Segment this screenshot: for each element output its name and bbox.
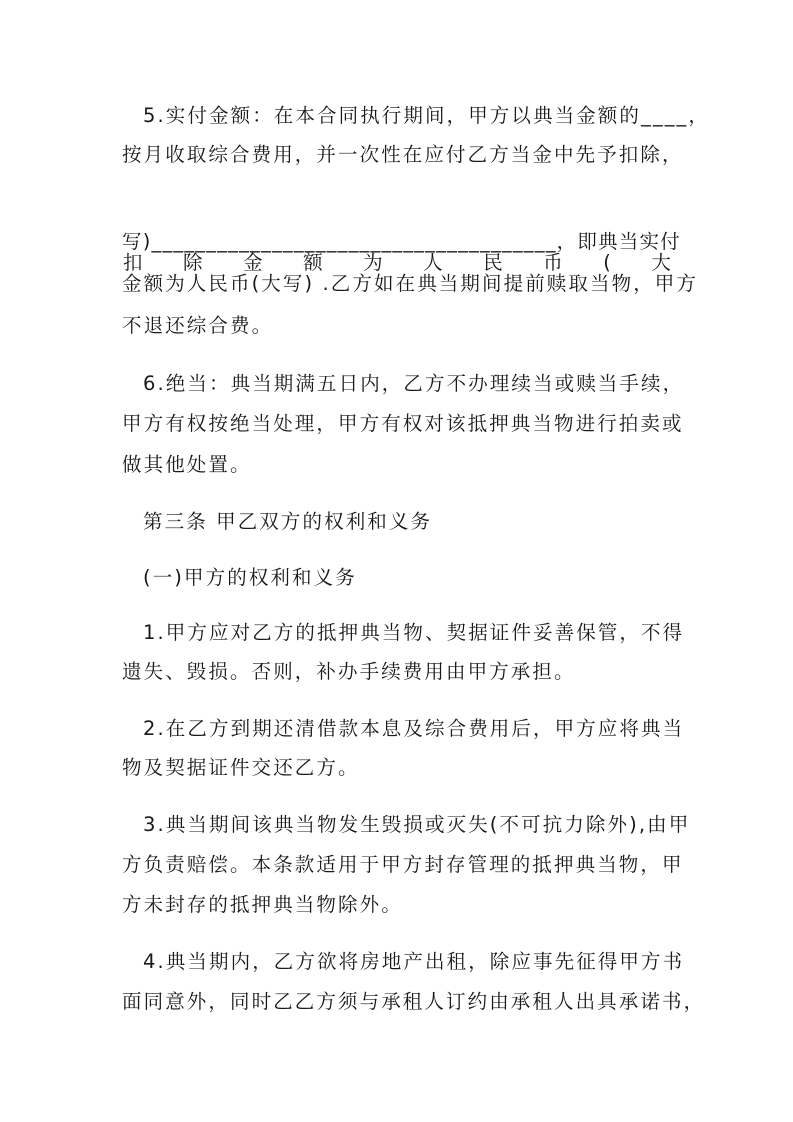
party-a-item3-line1 bbox=[0, 809, 793, 841]
char: 除 bbox=[183, 251, 205, 274]
party-a-item1-line1 bbox=[0, 617, 793, 649]
item6-line1 bbox=[0, 368, 793, 400]
party-a-item2-line2 bbox=[0, 752, 793, 784]
item5-text-2: 按月收取综合费用，并一次性在应付乙方当金中先予扣除， bbox=[122, 143, 684, 166]
char: 民 bbox=[483, 251, 505, 274]
party-a-item3-line3 bbox=[0, 889, 793, 921]
char: 币 bbox=[543, 251, 565, 274]
item5-text-5: 金额为人民币(大写) .乙方如在典当期间提前赎取当物，甲方 bbox=[122, 272, 699, 295]
item5-line4 bbox=[0, 226, 793, 258]
item5-text-6: 不退还综合费。 bbox=[122, 314, 274, 337]
item6-line2 bbox=[0, 408, 793, 440]
char: 为 bbox=[363, 251, 385, 274]
item5-text-1: 5.实付金额：在本合同执行期间，甲方以典当金额的____， bbox=[143, 104, 711, 127]
item6-text-2: 甲方有权按绝当处理，甲方有权对该抵押典当物进行拍卖或 bbox=[122, 412, 684, 435]
item6-text-1: 6.绝当：典当期满五日内，乙方不办理续当或赎当手续， bbox=[143, 372, 685, 395]
item5-line1 bbox=[0, 100, 793, 132]
party-a-item3-line2 bbox=[0, 849, 793, 881]
party-a-item2-text-2: 物及契据证件交还乙方。 bbox=[122, 756, 360, 779]
article3-heading bbox=[0, 506, 793, 538]
item5-line2 bbox=[0, 139, 793, 171]
char: 额 bbox=[303, 251, 325, 274]
party-a-item3-text-3: 方未封存的抵押典当物除外。 bbox=[122, 893, 403, 916]
item5-text-4: 写)_____________________________________，即典当实付 bbox=[122, 230, 681, 253]
party-a-item4-text-2: 面同意外，同时乙乙方须与承租人订约由承租人出具承诺书， bbox=[122, 990, 706, 1013]
party-a-item4-line1 bbox=[0, 946, 793, 978]
article3-heading-text: 第三条 甲乙双方的权利和义务 bbox=[143, 510, 433, 533]
party-a-item2-line1 bbox=[0, 713, 793, 745]
party-a-item4-line2 bbox=[0, 986, 793, 1018]
party-a-item3-text-2: 方负责赔偿。本条款适用于甲方封存管理的抵押典当物，甲 bbox=[122, 853, 684, 876]
party-a-item1-line2 bbox=[0, 656, 793, 688]
item6-line3 bbox=[0, 449, 793, 481]
char: 大 bbox=[651, 251, 673, 274]
item6-text-3: 做其他处置。 bbox=[122, 453, 252, 476]
item5-line5 bbox=[0, 268, 793, 300]
item5-line6 bbox=[0, 310, 793, 342]
party-a-item2-text-1: 2.在乙方到期还清借款本息及综合费用后，甲方应将典当 bbox=[143, 717, 685, 740]
party-a-item4-text-1: 4.典当期内，乙方欲将房地产出租，除应事先征得甲方书 bbox=[143, 950, 685, 973]
party-a-item1-text-2: 遗失、毁损。否则，补办手续费用由甲方承担。 bbox=[122, 660, 576, 683]
section1-heading-text: (一)甲方的权利和义务 bbox=[143, 566, 357, 589]
party-a-item3-text-1: 3.典当期间该典当物发生毁损或灭失(不可抗力除外),由甲 bbox=[143, 813, 691, 836]
char: 扣 bbox=[123, 251, 145, 274]
section1-heading bbox=[0, 562, 793, 594]
party-a-item1-text-1: 1.甲方应对乙方的抵押典当物、契据证件妥善保管，不得 bbox=[143, 621, 685, 644]
char: ( bbox=[603, 251, 613, 274]
char: 人 bbox=[423, 251, 445, 274]
char: 金 bbox=[243, 251, 265, 274]
